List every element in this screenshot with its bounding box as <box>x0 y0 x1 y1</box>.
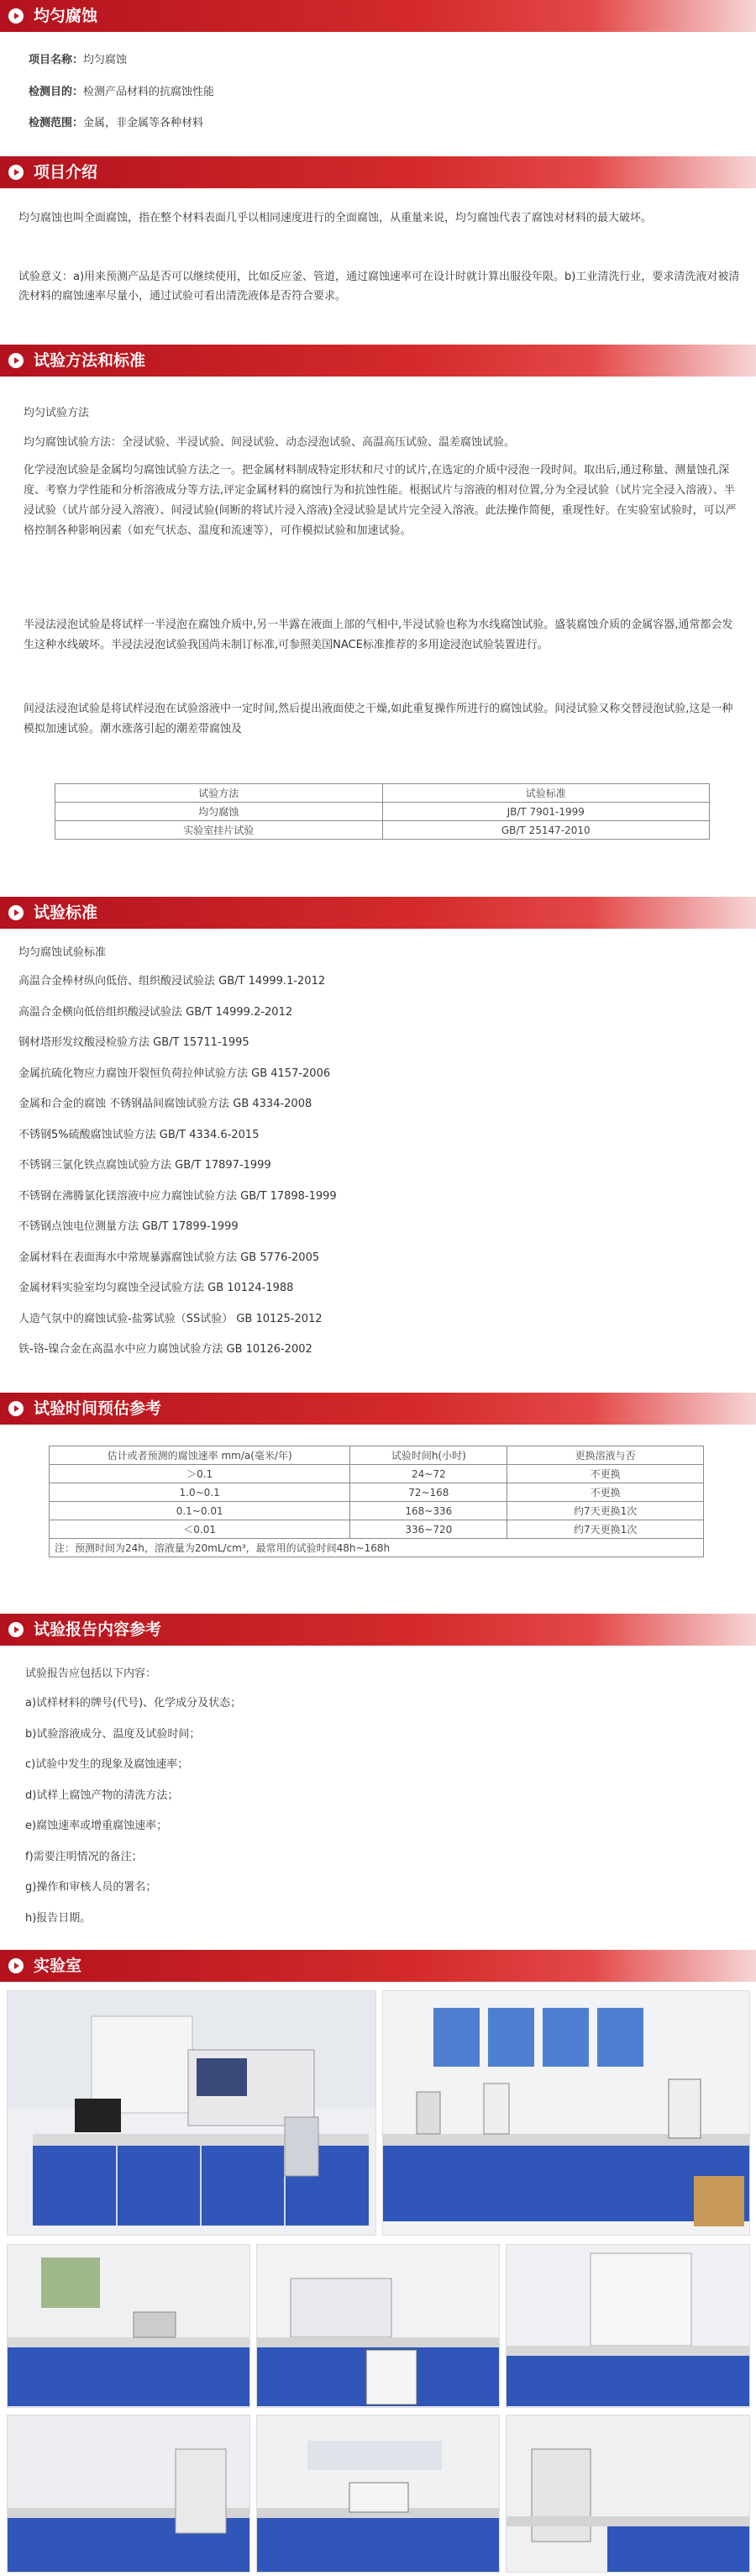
methods-paragraph-1: 均匀腐蚀试验方法：全浸试验、半浸试验、间浸试验、动态浸泡试验、高温高压试验、温差腐蚀试验。 <box>24 436 516 449</box>
table-cell: ＜0.01 <box>50 1520 350 1539</box>
play-bullet-icon <box>8 353 24 368</box>
table-note: 注：预测时间为24h，溶液量为20mL/cm³，最常用的试验时间48h~168h <box>50 1539 704 1557</box>
play-bullet-icon <box>8 1958 24 1973</box>
play-bullet-icon <box>8 1622 24 1637</box>
standards-subtitle: 均匀腐蚀试验标准 <box>18 946 107 959</box>
report-item: a)试样材料的牌号(代号)、化学成分及状态； <box>25 1697 242 1709</box>
section-header-standards <box>0 897 756 929</box>
section-title: 实验室 <box>34 1957 82 1975</box>
table-note-row <box>50 1539 704 1557</box>
table-cell: 实验室挂片试验 <box>55 821 383 840</box>
table-cell: 1.0~0.1 <box>50 1483 350 1502</box>
standard-item: 金属和合金的腐蚀 不锈钢晶间腐蚀试验方法 GB 4334-2008 <box>18 1098 312 1110</box>
section-header-methods <box>0 345 756 377</box>
section-header-intro <box>0 156 756 188</box>
methods-paragraph-3: 半浸法浸泡试验是将试样一半浸泡在腐蚀介质中,另一半露在液面上部的气相中,半浸试验也称为水线腐蚀试验。盛装腐蚀介质的金属容器,通常都会发生这种水线破坏。半浸法浸泡试验我国尚未制订标准,可参照美国NACE标准推荐的多用途浸泡试验装置进行。 <box>24 619 733 651</box>
section-header-lab <box>0 1950 756 1982</box>
lab-scene-hardness <box>383 1991 750 2236</box>
row-value: 金属，非金属等各种材料 <box>83 117 204 129</box>
row-label: 检测目的： <box>29 86 84 98</box>
time-table <box>49 1446 704 1557</box>
table-cell: ＞0.1 <box>50 1465 350 1483</box>
report-item: g)操作和审核人员的署名； <box>25 1881 157 1894</box>
lab-scene-window <box>8 2245 250 2408</box>
standard-item: 不锈钢在沸腾氯化镁溶液中应力腐蚀试验方法 GB/T 17898-1999 <box>18 1189 337 1203</box>
project-purpose-row <box>29 84 214 101</box>
section-title: 试验方法和标准 <box>34 351 146 370</box>
lab-photo-3 <box>7 2244 250 2408</box>
lab-scene-analyzer <box>257 2415 500 2573</box>
table-header-cell: 估计或者预测的腐蚀速率 mm/a(毫米/年) <box>50 1446 350 1465</box>
lab-photo-7 <box>256 2415 500 2573</box>
row-value: 均匀腐蚀 <box>83 54 128 66</box>
section-header-project <box>0 0 756 32</box>
lab-photo-8 <box>506 2415 750 2573</box>
methods-table <box>55 783 710 840</box>
standard-item: 不锈钢三氯化铁点腐蚀试验方法 GB/T 17897-1999 <box>18 1159 271 1172</box>
lab-photo-6 <box>7 2415 250 2573</box>
lab-photo-5 <box>506 2244 750 2408</box>
section-title: 试验报告内容参考 <box>34 1620 162 1639</box>
standard-item: 铁-铬-镍合金在高温水中应力腐蚀试验方法 GB 10126-2002 <box>18 1343 312 1356</box>
report-item: h)报告日期。 <box>25 1911 92 1925</box>
standard-item: 人造气氛中的腐蚀试验-盐雾试验（SS试验） GB 10125-2012 <box>18 1312 323 1325</box>
project-scope-row <box>29 115 203 132</box>
methods-paragraph-4: 间浸法浸泡试验是将试样浸泡在试验溶液中一定时间,然后提出液面使之干燥,如此重复操作所进行的腐蚀试验。间浸试验又称交替浸泡试验,这是一种模拟加速试验。潮水涨落引起的潮差带腐蚀及 <box>24 703 733 735</box>
report-item: f)需要注明情况的备注； <box>25 1850 143 1863</box>
table-cell: 72~168 <box>350 1483 507 1502</box>
report-item: d)试样上腐蚀产物的清洗方法； <box>25 1788 179 1802</box>
lab-scene-instrument <box>8 1991 376 2236</box>
methods-subtitle: 均匀试验方法 <box>24 407 90 419</box>
table-header-cell: 试验方法 <box>55 784 383 803</box>
standard-item: 高温合金棒材纵向低倍、组织酸浸试验法 GB/T 14999.1-2012 <box>18 975 326 988</box>
section-title: 项目介绍 <box>34 163 98 182</box>
table-cell: 均匀腐蚀 <box>55 803 383 821</box>
section-title: 试验标准 <box>34 903 98 922</box>
standard-item: 钢材塔形发纹酸浸检验方法 GB/T 15711-1995 <box>18 1036 249 1049</box>
table-cell: 336~720 <box>350 1520 507 1539</box>
lab-photo-2 <box>382 1990 750 2236</box>
section-header-time <box>0 1393 756 1425</box>
standard-item: 不锈钢5%硫酸腐蚀试验方法 GB/T 4334.6-2015 <box>18 1128 260 1141</box>
play-bullet-icon <box>8 1401 24 1416</box>
table-header-row <box>50 1446 704 1465</box>
table-cell: 0.1~0.01 <box>50 1502 350 1520</box>
report-intro: 试验报告应包括以下内容： <box>25 1667 157 1680</box>
table-header-cell: 试验时间h(小时) <box>350 1446 507 1465</box>
standard-item: 高温合金横向低倍组织酸浸试验法 GB/T 14999.2-2012 <box>18 1005 293 1019</box>
table-cell: 24~72 <box>350 1465 507 1483</box>
table-row <box>50 1520 704 1539</box>
row-label: 项目名称： <box>29 54 84 66</box>
table-header-cell: 更换溶液与否 <box>507 1446 704 1465</box>
report-item: c)试验中发生的现象及腐蚀速率； <box>25 1758 189 1771</box>
lab-photo-1 <box>7 1990 376 2236</box>
table-cell: 不更换 <box>507 1483 704 1502</box>
lab-photo-4 <box>256 2244 500 2408</box>
standard-item: 金属材料实验室均匀腐蚀全浸试验方法 GB 10124-1988 <box>18 1282 294 1294</box>
play-bullet-icon <box>8 905 24 920</box>
lab-scene-chamber <box>507 2415 750 2573</box>
intro-paragraph-2: 试验意义：a)用来预测产品是否可以继续使用，比如反应釜、管道，通过腐蚀速率可在设计时就计算出服役年限。b)工业清洗行业，要求清洗液对被清洗材料的腐蚀速率尽量小，通过试验可看出清洗液体是否符合要求。 <box>18 271 740 303</box>
table-row <box>50 1465 704 1483</box>
row-label: 检测范围： <box>29 117 84 129</box>
table-row <box>50 1483 704 1502</box>
project-name-row <box>29 52 127 69</box>
table-cell: 约7天更换1次 <box>507 1502 704 1520</box>
section-header-report <box>0 1614 756 1646</box>
standard-item: 金属材料在表面海水中常规暴露腐蚀试验方法 GB 5776-2005 <box>18 1251 320 1264</box>
intro-paragraph-1: 均匀腐蚀也叫全面腐蚀，指在整个材料表面几乎以相同速度进行的全面腐蚀，从重量来说，均匀腐蚀代表了腐蚀对材料的最大破坏。 <box>18 212 653 224</box>
table-row <box>50 1502 704 1520</box>
table-cell: GB/T 25147-2010 <box>382 821 710 840</box>
table-cell: 不更换 <box>507 1465 704 1483</box>
methods-paragraph-2: 化学浸泡试验是金属均匀腐蚀试验方法之一。把金属材料制成特定形状和尺寸的试片,在选定的介质中浸泡一段时间。取出后,通过称量、测量蚀孔深度、考察力学性能和分析溶液成分等方法,评定金属材料的腐蚀行为和抗蚀性能。根据试片与溶液的相对位置,分为全浸试验（试片完全浸入溶液）、半浸试验（试片部分浸入溶液）、间浸试验(间断的将试片浸入溶液)全浸试验是试片完全浸入溶液。此法操作简便，重现性好。在实验室试验时，可以严格控制各种影响因素（如充气状态、温度和流速等），可作模拟试验和加速试验。 <box>24 464 737 537</box>
lab-scene-spectrometer <box>257 2245 500 2408</box>
table-row <box>55 821 710 840</box>
play-bullet-icon <box>8 165 24 180</box>
report-item: e)腐蚀速率或增重腐蚀速率； <box>25 1820 168 1832</box>
row-value: 检测产品材料的抗腐蚀性能 <box>83 86 215 98</box>
standard-item: 金属抗硫化物应力腐蚀开裂恒负荷拉伸试验方法 GB 4157-2006 <box>18 1067 331 1080</box>
play-bullet-icon <box>8 8 24 24</box>
standard-item: 不锈钢点蚀电位测量方法 GB/T 17899-1999 <box>18 1220 239 1233</box>
table-cell: 168~336 <box>350 1502 507 1520</box>
table-cell: 约7天更换1次 <box>507 1520 704 1539</box>
section-title: 均匀腐蚀 <box>34 7 98 25</box>
section-title: 试验时间预估参考 <box>34 1399 162 1418</box>
lab-scene-fume-hood <box>507 2245 750 2408</box>
report-item: b)试验溶液成分、温度及试验时间； <box>25 1727 201 1741</box>
table-header-cell: 试验标准 <box>382 784 710 803</box>
table-cell: JB/T 7901-1999 <box>382 803 710 821</box>
lab-scene-test-room <box>8 2415 250 2573</box>
table-header-row <box>55 784 710 803</box>
table-row <box>55 803 710 821</box>
